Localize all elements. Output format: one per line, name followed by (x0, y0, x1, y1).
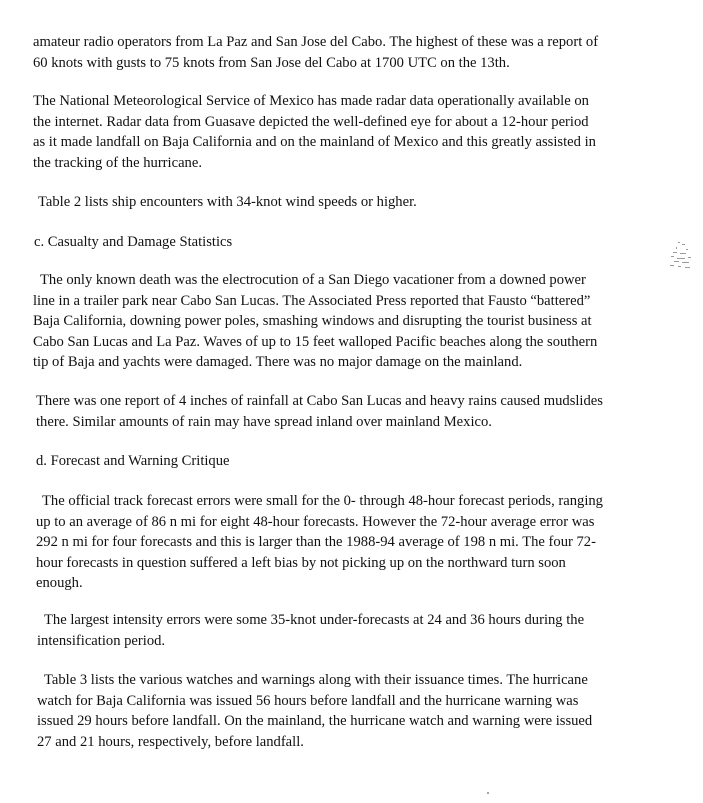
scan-speck (487, 792, 489, 794)
paragraph-intensity-errors (37, 610, 585, 651)
paragraph-rainfall (36, 391, 603, 432)
text-line: tip of Baja and yachts were damaged. There was no major damage on the mainland. (33, 354, 523, 370)
text-line: the internet. Radar data from Guasave depicted the well-defined eye for about a 12-hour period (33, 113, 589, 130)
text-line: The largest intensity errors were some 35-knot under-forecasts at 24 and 36 hours during the (44, 612, 585, 628)
text-line: line in a trailer park near Cabo San Lucas. The Associated Press reported that Fausto “battered” (33, 292, 591, 309)
paragraph-table-2 (38, 192, 417, 213)
text-line: as it made landfall on Baja California and on the mainland of Mexico and this greatly assisted in (33, 134, 596, 150)
paragraph-radar-data (33, 91, 596, 173)
paragraph-radio-reports (33, 32, 598, 73)
text-line: enough. (36, 575, 83, 591)
text-line: 27 and 21 hours, respectively, before landfall. (37, 733, 304, 750)
text-line: Table 2 lists ship encounters with 34-knot wind speeds or higher. (38, 194, 417, 210)
text-line: There was one report of 4 inches of rainfall at Cabo San Lucas and heavy rains caused mudslides (36, 393, 603, 409)
text-line: The only known death was the electrocution of a San Diego vacationer from a downed power (40, 272, 586, 288)
text-line: amateur radio operators from La Paz and San Jose del Cabo. The highest of these was a report of (33, 34, 599, 50)
text-line: up to an average of 86 n mi for eight 48-hour forecasts. However the 72-hour average error was (36, 513, 595, 530)
text-line: Baja California, downing power poles, smashing windows and disrupting the tourist business at (33, 313, 592, 329)
text-line: 292 n mi for four forecasts and this is larger than the 1988-94 average of 198 n mi. The four 72- (36, 534, 596, 550)
text-line: The National Meteorological Service of Mexico has made radar data operationally available on (33, 93, 589, 109)
text-line: intensification period. (37, 632, 166, 649)
text-line: Cabo San Lucas and La Paz. Waves of up to 15 feet walloped Pacific beaches along the southern (33, 333, 598, 350)
section-heading-casualty: c. Casualty and Damage Statistics (34, 234, 233, 250)
text-line: the tracking of the hurricane. (33, 154, 202, 171)
paragraph-casualty (33, 270, 598, 373)
scan-noise-mark (668, 240, 698, 272)
paragraph-watches-warnings (37, 670, 593, 752)
paragraph-track-errors (36, 491, 603, 594)
text-line: 60 knots with gusts to 75 knots from San Jose del Cabo at 1700 UTC on the 13th. (33, 54, 510, 71)
text-line: hour forecasts in question suffered a left bias by not picking up on the northward turn soon (36, 554, 566, 571)
text-line: there. Similar amounts of rain may have spread inland over mainland Mexico. (36, 413, 492, 430)
text-line: watch for Baja California was issued 56 hours before landfall and the hurricane warning was (37, 692, 579, 709)
text-line: Table 3 lists the various watches and warnings along with their issuance times. The hurricane (44, 672, 588, 688)
text-line: The official track forecast errors were small for the 0- through 48-hour forecast periods, ranging (42, 493, 603, 509)
text-line: issued 29 hours before landfall. On the mainland, the hurricane watch and warning were issued (37, 713, 593, 729)
section-heading-forecast: d. Forecast and Warning Critique (36, 453, 230, 469)
